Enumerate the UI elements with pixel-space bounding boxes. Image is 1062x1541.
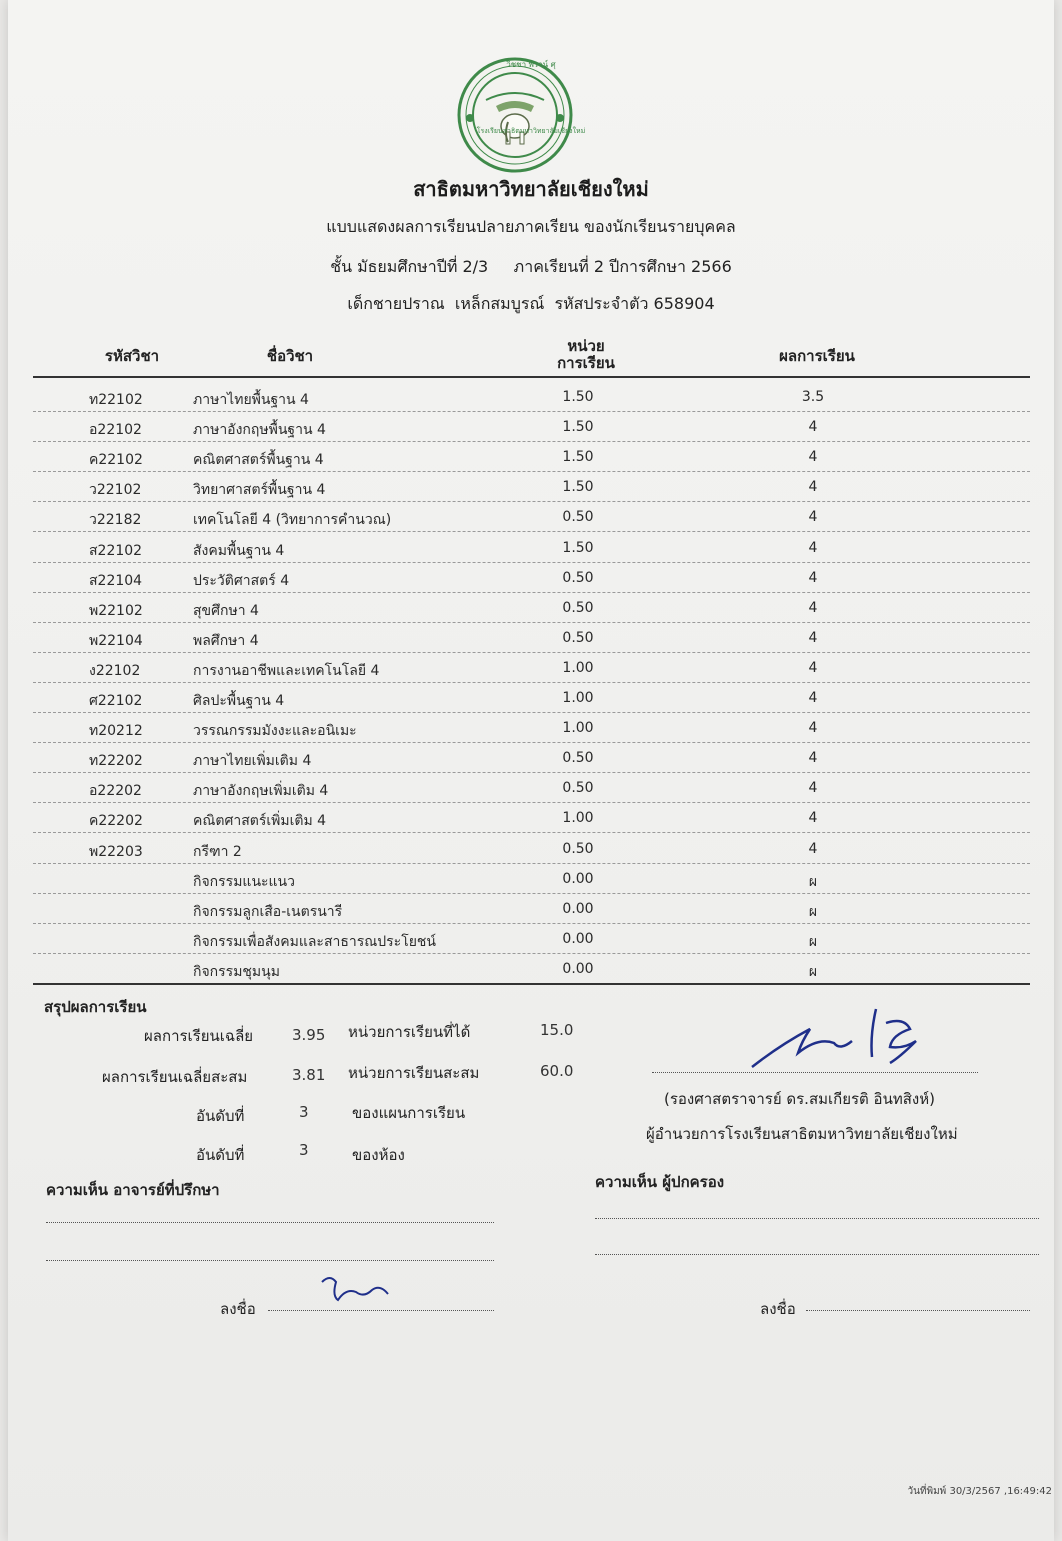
table-row [33,382,1030,412]
subject-credit: 0.00 [562,870,594,887]
table-row [33,533,1030,563]
rank-program-suffix: ของแผนการเรียน [352,1104,466,1122]
subject-code: อ22102 [89,422,142,439]
advisor-heading: ความเห็น อาจารย์ที่ปรึกษา [46,1181,220,1199]
rank-class-label: อันดับที่ [196,1146,245,1164]
subject-code: ว22182 [89,512,142,529]
subject-credit: 1.50 [562,449,594,466]
col-header-credit [546,338,626,372]
gpa-label: ผลการเรียนเฉลี่ย [144,1027,254,1045]
subject-grade: 4 [808,629,818,646]
class-line: ชั้น มัธยมศึกษาปีที่ 2/3 ภาคเรียนที่ 2 ปีการศึกษา 2566 [330,257,732,276]
subject-credit: 1.50 [562,479,594,496]
credits-label: หน่วยการเรียนที่ได้ [348,1023,471,1041]
advisor-sign-label: ลงชื่อ [220,1300,256,1318]
subject-grade: 4 [808,720,818,737]
subject-code: ค22202 [89,813,143,830]
subject-credit: 0.50 [562,840,594,857]
subject-grade: ผ [808,903,818,920]
subject-credit: 1.00 [562,810,594,827]
subject-code: ท20212 [89,723,143,740]
subject-grade: ผ [808,933,818,950]
subject-grade: 4 [808,810,818,827]
subject-code: ส22102 [89,542,143,559]
subject-code: ส22104 [89,572,143,589]
seal-bottom-text: โรงเรียนสาธิตมหาวิทยาลัยเชียงใหม่ [476,127,586,135]
subject-credit: 1.00 [562,690,594,706]
subject-credit: 0.00 [562,900,594,917]
subject-name: สังคมพื้นฐาน 4 [193,542,285,559]
col-header-credit-line1: หน่วย [567,337,605,355]
subject-name: การงานอาชีพและเทคโนโลยี 4 [193,662,380,679]
subject-name: กิจกรรมลูกเสือ-เนตรนารี [193,903,343,920]
table-row [33,803,1030,833]
subject-grade: 4 [808,479,818,496]
rank-class-suffix: ของห้อง [352,1146,405,1164]
subject-name: ภาษาอังกฤษพื้นฐาน 4 [193,422,326,439]
subject-credit: 0.50 [562,780,594,797]
advisor-sign-line [268,1310,494,1311]
subject-credit: 0.50 [562,750,594,767]
report-subtitle: แบบแสดงผลการเรียนปลายภาคเรียน ของนักเรียนรายบุคคล [326,217,736,236]
subject-name: เทคโนโลยี 4 (วิทยาการคำนวณ) [193,512,392,529]
subject-credit: 1.50 [562,419,594,436]
table-row [33,743,1030,773]
print-date: วันที่พิมพ์ 30/3/2567 ,16:49:42 [907,1486,1052,1497]
subject-name: คณิตศาสตร์เพิ่มเติม 4 [193,813,327,830]
table-row [33,563,1030,593]
table-row [33,713,1030,743]
subject-name: ภาษาไทยพื้นฐาน 4 [193,392,309,408]
director-sign-line [652,1072,978,1073]
seal-top-text: วิชชา พราน์ ศุ [506,60,556,69]
table-row [33,412,1030,442]
subject-grade: 4 [808,659,818,676]
parent-comment-line-1 [595,1218,1039,1219]
subject-grade: 4 [808,840,818,857]
cum-gpa-label: ผลการเรียนเฉลี่ยสะสม [102,1068,248,1086]
subject-name: คณิตศาสตร์พื้นฐาน 4 [193,452,324,469]
table-top-rule [33,376,1030,378]
parent-sign-label: ลงชื่อ [760,1300,796,1318]
subject-name: วรรณกรรมมังงะและอนิเมะ [193,723,357,740]
subject-name: ภาษาไทยเพิ่มเติม 4 [193,753,312,770]
subject-code: พ22102 [89,602,143,619]
table-row [33,623,1030,653]
credits-value: 15.0 [540,1021,574,1039]
subject-code: ค22102 [89,452,143,469]
gpa-value: 3.95 [292,1026,326,1044]
subject-grade: ผ [808,873,818,890]
subject-name: กิจกรรมชุมนุม [193,963,280,980]
table-row [33,924,1030,954]
table-row [33,834,1030,864]
table-row [33,683,1030,713]
col-header-grade: ผลการเรียน [779,347,855,365]
rank-class-value: 3 [299,1141,309,1159]
advisor-comment-line-2 [46,1260,494,1261]
col-header-code: รหัสวิชา [104,347,160,365]
table-row [33,502,1030,532]
subject-grade: 4 [808,419,818,436]
subject-credit: 0.50 [562,629,594,646]
subject-code: ท22102 [89,392,143,408]
table-row [33,864,1030,894]
subject-grade: 4 [808,449,818,466]
subject-grade: 4 [808,750,818,767]
subject-name: สุขศึกษา 4 [193,602,259,619]
subject-grade: 4 [808,780,818,797]
subject-name: กรีฑา 2 [193,843,242,860]
parent-comment-line-2 [595,1254,1039,1255]
table-row [33,653,1030,683]
subject-name: กิจกรรมแนะแนว [193,873,295,890]
subject-code: พ22104 [89,632,143,649]
student-line: เด็กชายปราณ เหล็กสมบูรณ์ รหัสประจำตัว 658904 [347,294,715,313]
subject-credit: 0.00 [562,930,594,947]
school-title: สาธิตมหาวิทยาลัยเชียงใหม่ [413,177,649,201]
subject-code: พ22203 [89,843,143,860]
subject-credit: 0.00 [562,960,594,977]
cum-credits-label: หน่วยการเรียนสะสม [348,1064,480,1082]
subject-name: กิจกรรมเพื่อสังคมและสาธารณประโยชน์ [193,933,436,950]
table-bottom-rule [33,983,1030,985]
subject-grade: 4 [808,599,818,616]
director-position: ผู้อำนวยการโรงเรียนสาธิตมหาวิทยาลัยเชียงใหม่ [646,1125,958,1143]
table-row [33,894,1030,924]
advisor-signature-icon [316,1270,396,1306]
subject-code: ว22102 [89,482,142,499]
subject-credit: 1.50 [562,539,594,556]
subject-code: อ22202 [89,783,142,800]
col-header-credit-line2: การเรียน [557,354,615,372]
table-row [33,442,1030,472]
subject-name: วิทยาศาสตร์พื้นฐาน 4 [193,482,326,499]
subject-credit: 1.00 [562,659,594,676]
parent-heading: ความเห็น ผู้ปกครอง [595,1173,725,1191]
subject-grade: 3.5 [801,389,825,405]
cum-gpa-value: 3.81 [292,1066,326,1084]
subject-name: ภาษาอังกฤษเพิ่มเติม 4 [193,783,329,800]
subject-credit: 1.00 [562,720,594,737]
table-row [33,773,1030,803]
director-name: (รองศาสตราจารย์ ดร.สมเกียรติ อินทสิงห์) [664,1090,935,1108]
director-signature-icon [740,995,980,1075]
cum-credits-value: 60.0 [540,1062,574,1080]
subject-grade: 4 [808,569,818,586]
subject-name: ศิลปะพื้นฐาน 4 [193,693,285,709]
subject-credit: 0.50 [562,599,594,616]
subject-grade: 4 [808,539,818,556]
parent-sign-line [806,1310,1030,1311]
subject-grade: ผ [808,963,818,980]
subject-credit: 0.50 [562,509,594,526]
rank-program-label: อันดับที่ [196,1107,245,1125]
subject-grade: 4 [808,509,818,526]
subject-credit: 1.50 [562,389,594,405]
school-seal-icon [456,56,574,174]
table-row [33,593,1030,623]
subject-name: พลศึกษา 4 [193,632,259,649]
subject-code: ท22202 [89,753,143,770]
table-row [33,472,1030,502]
subject-code: ศ22102 [89,693,143,709]
rank-program-value: 3 [299,1103,309,1121]
subject-code: ง22102 [89,662,141,679]
summary-heading: สรุปผลการเรียน [44,998,147,1016]
table-row [33,954,1030,984]
subject-credit: 0.50 [562,569,594,586]
col-header-name: ชื่อวิชา [266,347,314,365]
advisor-comment-line-1 [46,1222,494,1223]
subject-name: ประวัติศาสตร์ 4 [193,572,290,589]
subject-grade: 4 [808,690,818,706]
